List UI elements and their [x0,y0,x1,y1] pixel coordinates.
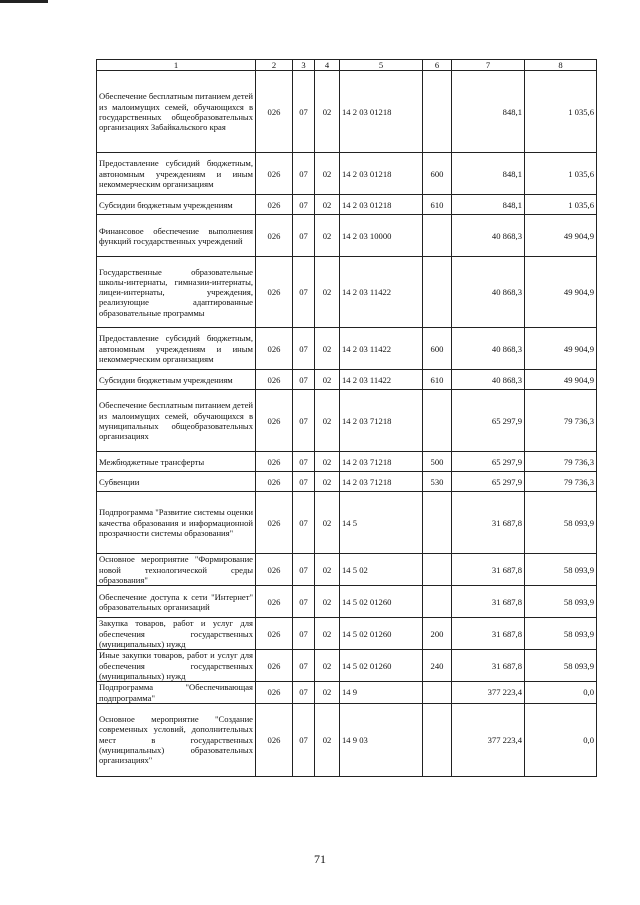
amount-year-1-cell: 31 687,8 [452,650,525,682]
row-name-cell: Финансовое обеспечение выполнения функций государственных учреждений [97,215,256,257]
subsection-code-cell: 02 [315,71,340,153]
header-cell: 4 [315,60,340,71]
subsection-code-cell: 02 [315,472,340,492]
expense-type-cell: 600 [423,328,452,370]
amount-year-2-cell: 79 736,3 [525,452,597,472]
expense-type-cell [423,586,452,618]
amount-year-2-cell: 0,0 [525,682,597,704]
table-row [97,472,597,492]
subsection-code-cell: 02 [315,370,340,390]
target-article-cell: 14 2 03 71218 [340,390,423,452]
section-code-cell: 07 [293,703,315,776]
ministry-code-cell: 026 [256,554,293,586]
amount-year-1-cell: 31 687,8 [452,554,525,586]
section-code-cell: 07 [293,452,315,472]
table-row [97,153,597,195]
expense-type-cell [423,554,452,586]
ministry-code-cell: 026 [256,257,293,328]
subsection-code-cell: 02 [315,650,340,682]
expense-type-cell [423,257,452,328]
amount-year-1-cell: 848,1 [452,153,525,195]
target-article-cell: 14 5 02 01260 [340,586,423,618]
target-article-cell: 14 5 [340,492,423,554]
subsection-code-cell: 02 [315,586,340,618]
expense-type-cell [423,71,452,153]
table-row [97,452,597,472]
header-cell: 5 [340,60,423,71]
amount-year-2-cell: 49 904,9 [525,370,597,390]
target-article-cell: 14 9 [340,682,423,704]
table-row [97,554,597,586]
header-cell: 2 [256,60,293,71]
amount-year-2-cell: 79 736,3 [525,472,597,492]
subsection-code-cell: 02 [315,390,340,452]
ministry-code-cell: 026 [256,682,293,704]
row-name-cell: Предоставление субсидий бюджетным, автономным учреждениям и иным некоммерческим организациям [97,328,256,370]
section-code-cell: 07 [293,370,315,390]
row-name-cell: Субсидии бюджетным учреждениям [97,195,256,215]
expense-type-cell: 240 [423,650,452,682]
subsection-code-cell: 02 [315,195,340,215]
section-code-cell: 07 [293,328,315,370]
amount-year-2-cell: 79 736,3 [525,390,597,452]
amount-year-2-cell: 58 093,9 [525,554,597,586]
ministry-code-cell: 026 [256,370,293,390]
amount-year-2-cell: 58 093,9 [525,586,597,618]
table-row [97,650,597,682]
expense-type-cell: 530 [423,472,452,492]
row-name-cell: Субвенции [97,472,256,492]
target-article-cell: 14 2 03 01218 [340,153,423,195]
table-row [97,703,597,776]
amount-year-1-cell: 40 868,3 [452,370,525,390]
scan-corner-mark [0,0,48,3]
subsection-code-cell: 02 [315,328,340,370]
page-number: 71 [314,852,326,866]
table-row [97,370,597,390]
row-name-cell: Закупка товаров, работ и услуг для обеспечения государственных (муниципальных) нужд [97,618,256,650]
expense-type-cell: 600 [423,153,452,195]
amount-year-1-cell: 31 687,8 [452,618,525,650]
expense-type-cell: 610 [423,370,452,390]
subsection-code-cell: 02 [315,215,340,257]
header-row [97,60,597,71]
subsection-code-cell: 02 [315,257,340,328]
header-cell: 7 [452,60,525,71]
amount-year-1-cell: 31 687,8 [452,492,525,554]
amount-year-2-cell: 1 035,6 [525,153,597,195]
amount-year-1-cell: 40 868,3 [452,215,525,257]
target-article-cell: 14 2 03 11422 [340,370,423,390]
amount-year-2-cell: 49 904,9 [525,257,597,328]
header-cell: 6 [423,60,452,71]
table-row [97,71,597,153]
row-name-cell: Иные закупки товаров, работ и услуг для обеспечения государственных (муниципальных) нужд [97,650,256,682]
target-article-cell: 14 2 03 11422 [340,328,423,370]
table-row [97,586,597,618]
ministry-code-cell: 026 [256,215,293,257]
target-article-cell: 14 2 03 11422 [340,257,423,328]
section-code-cell: 07 [293,492,315,554]
budget-table [96,59,597,777]
section-code-cell: 07 [293,554,315,586]
expense-type-cell [423,215,452,257]
section-code-cell: 07 [293,71,315,153]
ministry-code-cell: 026 [256,492,293,554]
row-name-cell: Обеспечение бесплатным питанием детей из малоимущих семей, обучающихся в государственных общеобразовательных организациях Забайкальского края [97,71,256,153]
table-row [97,390,597,452]
amount-year-1-cell: 377 223,4 [452,703,525,776]
amount-year-1-cell: 40 868,3 [452,328,525,370]
section-code-cell: 07 [293,153,315,195]
amount-year-2-cell: 49 904,9 [525,328,597,370]
row-name-cell: Предоставление субсидий бюджетным, автономным учреждениям и иным некоммерческим организациям [97,153,256,195]
row-name-cell: Подпрограмма "Развитие системы оценки качества образования и информационной прозрачности системы образования" [97,492,256,554]
amount-year-1-cell: 65 297,9 [452,452,525,472]
expense-type-cell: 500 [423,452,452,472]
table-row [97,618,597,650]
amount-year-2-cell: 58 093,9 [525,650,597,682]
amount-year-2-cell: 0,0 [525,703,597,776]
ministry-code-cell: 026 [256,71,293,153]
ministry-code-cell: 026 [256,195,293,215]
amount-year-1-cell: 40 868,3 [452,257,525,328]
section-code-cell: 07 [293,257,315,328]
target-article-cell: 14 9 03 [340,703,423,776]
expense-type-cell: 200 [423,618,452,650]
ministry-code-cell: 026 [256,153,293,195]
amount-year-1-cell: 65 297,9 [452,390,525,452]
target-article-cell: 14 2 03 01218 [340,71,423,153]
amount-year-1-cell: 848,1 [452,71,525,153]
ministry-code-cell: 026 [256,618,293,650]
row-name-cell: Государственные образовательные школы-интернаты, гимназии-интернаты, лицеи-интернаты, учреждения, реализующие адаптированные образовательные программы [97,257,256,328]
row-name-cell: Обеспечение бесплатным питанием детей из малоимущих семей, обучающихся в муниципальных общеобразовательных организациях [97,390,256,452]
table-row [97,492,597,554]
amount-year-2-cell: 49 904,9 [525,215,597,257]
expense-type-cell [423,703,452,776]
section-code-cell: 07 [293,472,315,492]
amount-year-2-cell: 1 035,6 [525,195,597,215]
target-article-cell: 14 2 03 10000 [340,215,423,257]
expense-type-cell [423,390,452,452]
section-code-cell: 07 [293,586,315,618]
header-cell: 1 [97,60,256,71]
subsection-code-cell: 02 [315,703,340,776]
ministry-code-cell: 026 [256,703,293,776]
subsection-code-cell: 02 [315,618,340,650]
section-code-cell: 07 [293,682,315,704]
header-cell: 8 [525,60,597,71]
amount-year-1-cell: 377 223,4 [452,682,525,704]
subsection-code-cell: 02 [315,492,340,554]
target-article-cell: 14 2 03 71218 [340,452,423,472]
table-row [97,215,597,257]
row-name-cell: Основное мероприятие "Создание современных условий, дополнительных мест в государственных (муниципальных) образовательных организациях" [97,703,256,776]
amount-year-1-cell: 31 687,8 [452,586,525,618]
section-code-cell: 07 [293,390,315,452]
row-name-cell: Основное мероприятие "Формирование новой технологической среды образования" [97,554,256,586]
ministry-code-cell: 026 [256,472,293,492]
table-row [97,257,597,328]
section-code-cell: 07 [293,195,315,215]
subsection-code-cell: 02 [315,452,340,472]
target-article-cell: 14 5 02 01260 [340,618,423,650]
amount-year-2-cell: 58 093,9 [525,492,597,554]
section-code-cell: 07 [293,618,315,650]
table-row [97,328,597,370]
ministry-code-cell: 026 [256,328,293,370]
table-row [97,682,597,704]
ministry-code-cell: 026 [256,452,293,472]
target-article-cell: 14 5 02 [340,554,423,586]
target-article-cell: 14 2 03 01218 [340,195,423,215]
header-cell: 3 [293,60,315,71]
amount-year-2-cell: 1 035,6 [525,71,597,153]
amount-year-1-cell: 65 297,9 [452,472,525,492]
table-row [97,195,597,215]
expense-type-cell [423,682,452,704]
row-name-cell: Подпрограмма "Обеспечивающая подпрограмма" [97,682,256,704]
section-code-cell: 07 [293,650,315,682]
amount-year-1-cell: 848,1 [452,195,525,215]
expense-type-cell [423,492,452,554]
subsection-code-cell: 02 [315,153,340,195]
subsection-code-cell: 02 [315,682,340,704]
target-article-cell: 14 5 02 01260 [340,650,423,682]
row-name-cell: Обеспечение доступа к сети "Интернет" образовательных организаций [97,586,256,618]
ministry-code-cell: 026 [256,650,293,682]
row-name-cell: Межбюджетные трансферты [97,452,256,472]
row-name-cell: Субсидии бюджетным учреждениям [97,370,256,390]
ministry-code-cell: 026 [256,390,293,452]
expense-type-cell: 610 [423,195,452,215]
amount-year-2-cell: 58 093,9 [525,618,597,650]
subsection-code-cell: 02 [315,554,340,586]
ministry-code-cell: 026 [256,586,293,618]
section-code-cell: 07 [293,215,315,257]
target-article-cell: 14 2 03 71218 [340,472,423,492]
